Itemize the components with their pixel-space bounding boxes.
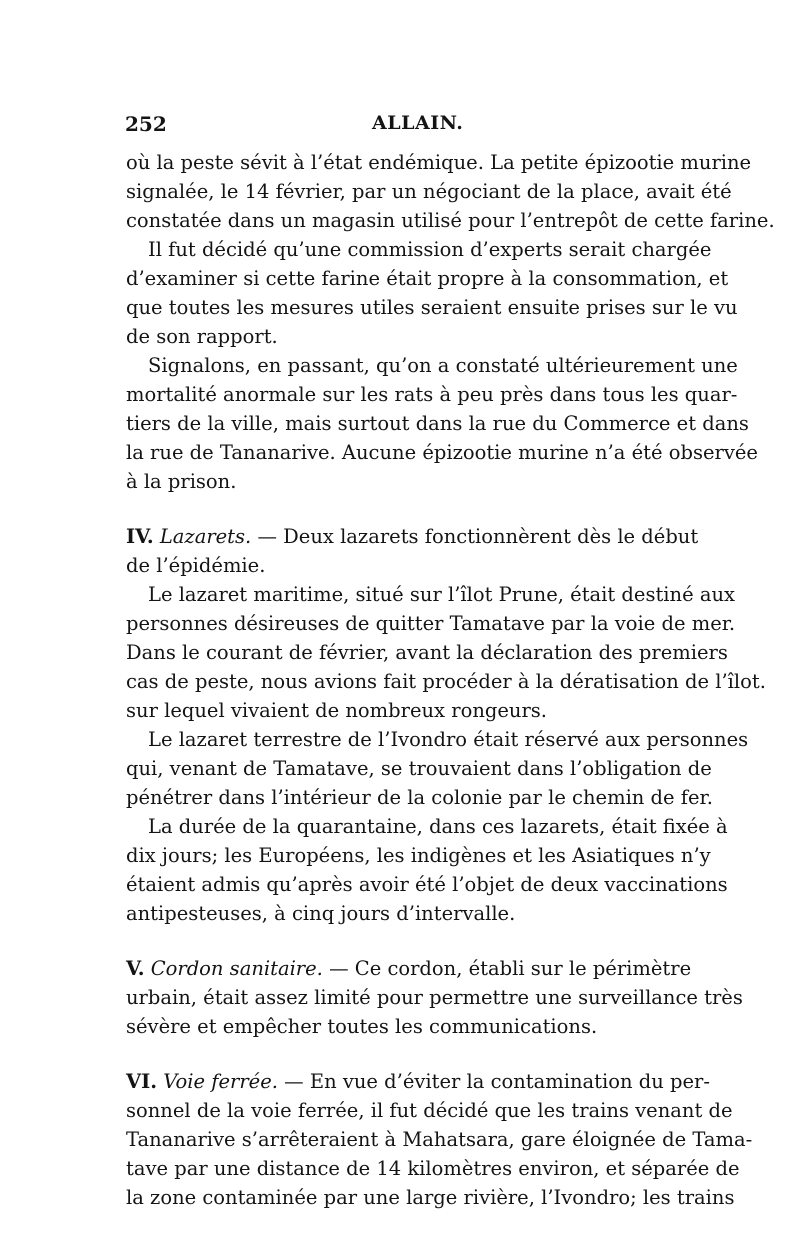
section-lead-text: En vue d’éviter la contamination du per- <box>309 1070 710 1093</box>
section-heading-line <box>126 1067 710 1096</box>
text-line: Dans le courant de février, avant la déclaration des premiers <box>126 641 728 664</box>
text-line: pénétrer dans l’intérieur de la colonie par le chemin de fer. <box>126 786 713 809</box>
section-title: Cordon sanitaire. <box>150 957 323 980</box>
paragraph-commission <box>126 235 738 351</box>
section-gap <box>126 928 679 954</box>
text-line: de l’épidémie. <box>126 554 266 577</box>
paragraph-rats <box>126 351 758 496</box>
section-gap <box>126 496 679 522</box>
text-line: tiers de la ville, mais surtout dans la rue du Commerce et dans <box>126 412 749 435</box>
section-number: IV. <box>126 525 154 548</box>
section-heading-line <box>126 522 699 551</box>
text-line: Signalons, en passant, qu’on a constaté ultérieurement une <box>148 354 738 377</box>
section-lead-text: Ce cordon, établi sur le périmètre <box>354 957 692 980</box>
text-line: constatée dans un magasin utilisé pour l’entrepôt de cette farine. <box>126 209 775 232</box>
paragraph-quarantaine <box>126 812 728 928</box>
paragraph-lazaret-maritime <box>126 580 766 725</box>
em-dash: — <box>284 1070 304 1093</box>
text-line: la rue de Tananarive. Aucune épizootie murine n’a été observée <box>126 441 758 464</box>
section-lead-text: Deux lazarets fonctionnèrent dès le début <box>283 525 699 548</box>
text-line: La durée de la quarantaine, dans ces lazarets, était fixée à <box>148 815 728 838</box>
text-line: la zone contaminée par une large rivière, l’Ivondro; les trains <box>126 1186 735 1209</box>
section-voie-ferree <box>126 1067 753 1212</box>
text-line: signalée, le 14 février, par un négociant de la place, avait été <box>126 180 732 203</box>
text-line: Le lazaret maritime, situé sur l’îlot Prune, était destiné aux <box>148 583 736 606</box>
paragraph-lazaret-terrestre <box>126 725 749 812</box>
em-dash: — <box>257 525 277 548</box>
text-line: urbain, était assez limité pour permettre une surveillance très <box>126 986 743 1009</box>
text-line: dix jours; les Européens, les indigènes et les Asiatiques n’y <box>126 844 711 867</box>
text-line: mortalité anormale sur les rats à peu près dans tous les quar- <box>126 383 738 406</box>
body-text <box>126 148 775 1212</box>
text-line: Il fut décidé qu’une commission d’experts serait chargée <box>148 238 712 261</box>
text-line: étaient admis qu’après avoir été l’objet de deux vaccinations <box>126 873 728 896</box>
section-heading-line <box>126 954 692 983</box>
text-line: qui, venant de Tamatave, se trouvaient dans l’obligation de <box>126 757 712 780</box>
text-line: à la prison. <box>126 470 237 493</box>
text-line: d’examiner si cette farine était propre à la consommation, et <box>126 267 729 290</box>
text-line: de son rapport. <box>126 325 278 348</box>
section-lazarets <box>126 522 699 580</box>
section-number: V. <box>126 957 145 980</box>
text-line: tave par une distance de 14 kilomètres environ, et séparée de <box>126 1157 740 1180</box>
text-line: cas de peste, nous avions fait procéder à la dératisation de l’îlot. <box>126 670 766 693</box>
text-line: où la peste sévit à l’état endémique. La petite épizootie murine <box>126 151 752 174</box>
text-line: Tananarive s’arrêteraient à Mahatsara, gare éloignée de Tama- <box>126 1128 753 1151</box>
section-title: Voie ferrée. <box>163 1070 278 1093</box>
text-line: que toutes les mesures utiles seraient ensuite prises sur le vu <box>126 296 738 319</box>
em-dash: — <box>329 957 349 980</box>
section-number: VI. <box>126 1070 158 1093</box>
text-line: sévère et empêcher toutes les communications. <box>126 1015 598 1038</box>
running-head: ALLAIN. <box>372 112 464 134</box>
text-line: antipesteuses, à cinq jours d’intervalle. <box>126 902 516 925</box>
text-line: sur lequel vivaient de nombreux rongeurs. <box>126 699 547 722</box>
page-number: 252 <box>125 112 167 136</box>
text-line: Le lazaret terrestre de l’Ivondro était réservé aux personnes <box>148 728 749 751</box>
section-cordon-sanitaire <box>126 954 743 1041</box>
section-gap <box>126 1041 679 1067</box>
section-title: Lazarets. <box>159 525 252 548</box>
text-line: sonnel de la voie ferrée, il fut décidé que les trains venant de <box>126 1099 733 1122</box>
paragraph-epizootie <box>126 148 775 235</box>
page-header <box>0 112 800 142</box>
text-line: personnes désireuses de quitter Tamatave par la voie de mer. <box>126 612 736 635</box>
